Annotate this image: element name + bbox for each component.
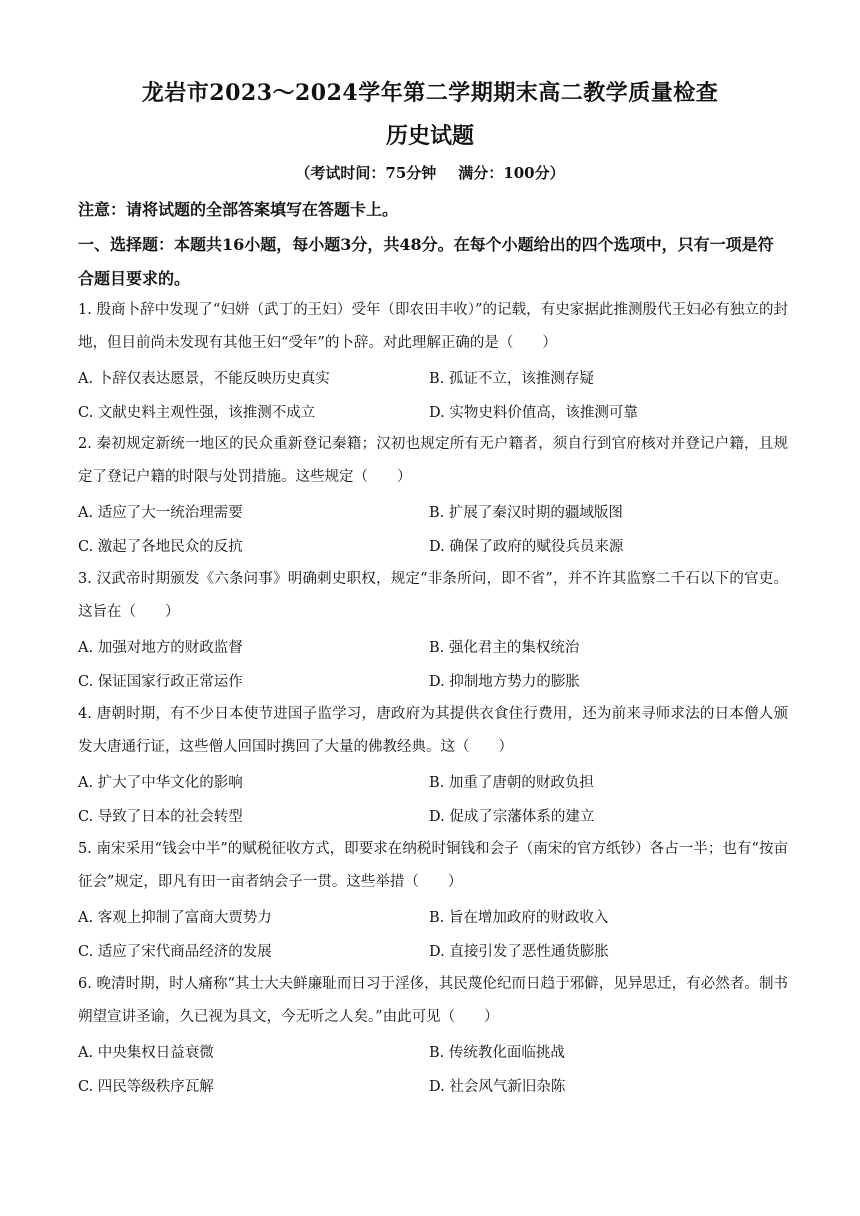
question-3-option-d: D. 抑制地方势力的膨胀 (429, 674, 580, 690)
question-4-stem: 4. 唐朝时期，有不少日本使节进国子监学习，唐政府为其提供衣食住行费用，还为前来寻师求法的日本僧人颁发大唐通行证，这些僧人回国时携回了大量的佛教经典。这（ ） (78, 706, 788, 755)
question-5-option-a: A. 客观上抑制了富商大贾势力 (78, 910, 272, 926)
question-3-stem: 3. 汉武帝时期颁发《六条问事》明确刺史职权，规定“非条所问，即不省”，并不许其监察二千石以下的官吏。这旨在（ ） (78, 571, 788, 620)
question-1-option-c: C. 文献史料主观性强，该推测不成立 (78, 405, 316, 421)
question-6-option-c: C. 四民等级秩序瓦解 (78, 1079, 214, 1095)
question-5-option-b: B. 旨在增加政府的财政收入 (429, 910, 609, 926)
question-2-stem: 2. 秦初规定新统一地区的民众重新登记秦籍；汉初也规定所有无户籍者，须自行到官府核对并登记户籍，且规定了登记户籍的时限与处罚措施。这些规定（ ） (78, 436, 788, 485)
question-4-option-d: D. 促成了宗藩体系的建立 (429, 809, 595, 825)
question-3-option-c: C. 保证国家行政正常运作 (78, 674, 243, 690)
question-6-stem: 6. 晚清时期，时人痛称“其士大夫鲜廉耻而日习于淫侈，其民蔑伦纪而日趋于邪僻，见异思迁，有必然者。制书朔望宣讲圣谕，久已视为具文，今无听之人矣。”由此可见（ ） (78, 976, 788, 1025)
question-6-option-a: A. 中央集权日益衰微 (78, 1045, 214, 1061)
question-6-option-d: D. 社会风气新旧杂陈 (429, 1079, 566, 1095)
question-1-stem: 1. 殷商卜辞中发现了“妇姘（武丁的王妇）受年（即农田丰收）”的记载，有史家据此推测殷代王妇必有独立的封地，但目前尚未发现有其他王妇“受年”的卜辞。对此理解正确的是（ ） (78, 302, 788, 351)
question-5-option-d: D. 直接引发了恶性通货膨胀 (429, 944, 609, 960)
exam-title: 龙岩市2023～2024学年第二学期期末高二教学质量检查 (141, 80, 719, 106)
question-2-option-a: A. 适应了大一统治理需要 (78, 505, 243, 521)
question-1-option-a: A. 卜辞仅表达愿景，不能反映历史真实 (78, 371, 330, 387)
subject-title: 历史试题 (385, 123, 474, 149)
question-3-option-a: A. 加强对地方的财政监督 (78, 640, 243, 656)
question-4-option-c: C. 导致了日本的社会转型 (78, 809, 243, 825)
question-2-option-c: C. 激起了各地民众的反抗 (78, 539, 243, 555)
question-1-option-b: B. 孤证不立，该推测存疑 (429, 371, 594, 387)
section-heading: 一、选择题：本题共16小题，每小题3分，共48分。在每个小题给出的四个选项中，只有一项是符合题目要求的。 (78, 235, 774, 288)
question-2-option-b: B. 扩展了秦汉时期的疆域版图 (429, 505, 623, 521)
question-4-option-a: A. 扩大了中华文化的影响 (78, 775, 243, 791)
exam-info (0, 162, 860, 183)
question-6-option-b: B. 传统教化面临挑战 (429, 1045, 565, 1061)
exam-time: （考试时间：75分钟 (295, 164, 437, 182)
notice: 注意：请将试题的全部答案填写在答题卡上。 (78, 200, 399, 219)
question-5-stem: 5. 南宋采用“钱会中半”的赋税征收方式，即要求在纳税时铜钱和会子（南宋的官方纸钞）各占一半；也有“按亩征会”规定，即凡有田一亩者纳会子一贯。这些举措（ ） (78, 841, 788, 890)
question-4-option-b: B. 加重了唐朝的财政负担 (429, 775, 594, 791)
question-2-option-d: D. 确保了政府的赋役兵员来源 (429, 539, 624, 555)
full-score: 满分：100分） (458, 164, 565, 182)
question-5-option-c: C. 适应了宋代商品经济的发展 (78, 944, 272, 960)
question-1-option-d: D. 实物史料价值高，该推测可靠 (429, 405, 638, 421)
question-3-option-b: B. 强化君主的集权统治 (429, 640, 580, 656)
